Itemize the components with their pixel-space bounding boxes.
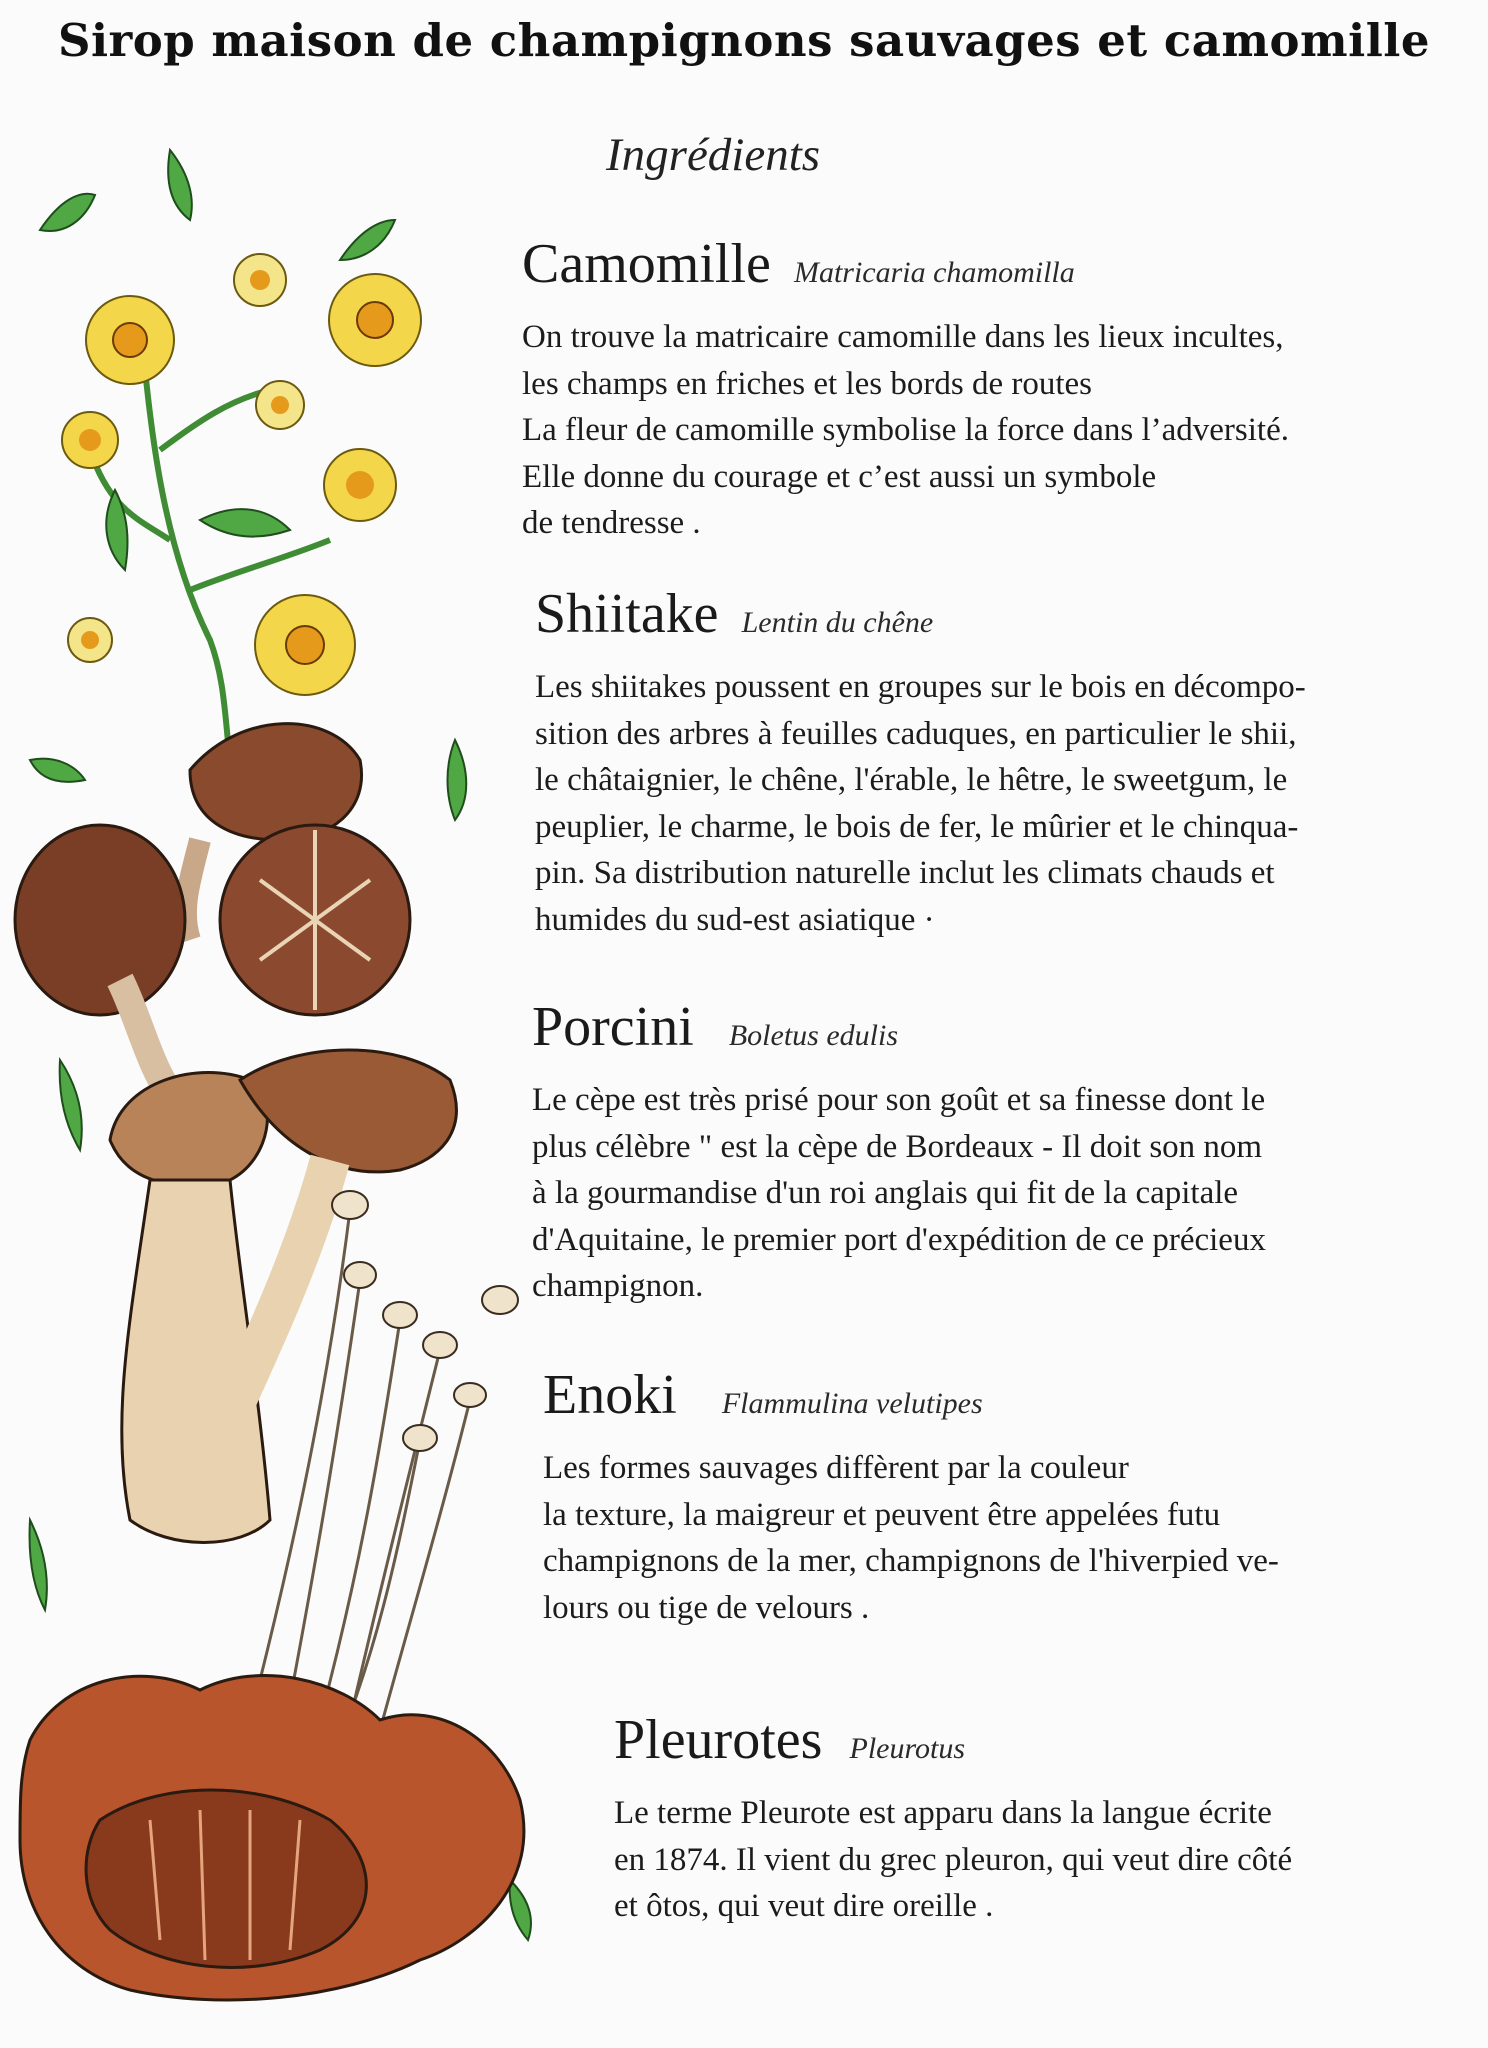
ingredient-name: Porcini: [532, 996, 694, 1058]
description-line: de tendresse .: [522, 505, 701, 541]
ingredient-name: Shiitake: [535, 583, 719, 645]
description-line: Elle donne du courage et c’est aussi un symbole: [522, 458, 1157, 495]
description-line: la texture, la maigreur et peuvent être appelées futu: [543, 1496, 1221, 1533]
description-line: On trouve la matricaire camomille dans les lieux incultes,: [522, 319, 1284, 355]
ingredient-description: [543, 1445, 1279, 1631]
porcini-mushrooms: [110, 1050, 456, 1543]
pleurote-mushrooms: [20, 1676, 524, 2000]
mushroom-chamomile-illustration: [0, 120, 540, 2020]
description-line: Les formes sauvages diffèrent par la couleur: [543, 1450, 1129, 1486]
ingredient-name: Pleurotes: [614, 1709, 823, 1771]
chamomile-flowers: [62, 254, 421, 695]
ingredient-latin-name: Flammulina velutipes: [721, 1387, 983, 1420]
ingredient-description: [522, 314, 1289, 547]
ingredient-camomille: [522, 232, 1289, 547]
ingredient-latin-name: Lentin du chêne: [741, 606, 934, 639]
ingredient-shiitake: [535, 582, 1306, 943]
description-line: Le cèpe est très prisé pour son goût et sa finesse dont le: [532, 1082, 1266, 1118]
description-line: le châtaignier, le chêne, l'érable, le hêtre, le sweetgum, le: [535, 762, 1288, 798]
ingredient-enoki: [543, 1363, 1279, 1631]
description-line: lours ou tige de velours .: [543, 1589, 870, 1626]
page-title: Sirop maison de champignons sauvages et camomille: [57, 14, 1431, 67]
description-line: Les shiitakes poussent en groupes sur le bois en décompo-: [535, 669, 1306, 705]
ingredient-porcini: [532, 995, 1266, 1310]
description-line: sition des arbres à feuilles caduques, en particulier le shii,: [535, 715, 1297, 752]
ingredient-name: Enoki: [543, 1364, 677, 1426]
ingredient-name: Camomille: [522, 233, 771, 295]
description-line: pin. Sa distribution naturelle inclut les climats chauds et: [535, 855, 1275, 891]
description-line: plus célèbre " est la cèpe de Bordeaux - Il doit son nom: [532, 1128, 1263, 1165]
ingredient-latin-name: Matricaria chamomilla: [793, 256, 1075, 289]
description-line: en 1874. Il vient du grec pleuron, qui veut dire côté: [614, 1841, 1293, 1878]
ingredient-description: [614, 1790, 1292, 1930]
ingredient-latin-name: Boletus edulis: [728, 1019, 899, 1052]
ingredient-latin-name: Pleurotus: [849, 1732, 966, 1765]
ingredient-description: [535, 664, 1306, 943]
description-line: d'Aquitaine, le premier port d'expédition de ce précieux: [532, 1221, 1266, 1258]
description-line: peuplier, le charme, le bois de fer, le mûrier et le chinqua-: [535, 808, 1299, 845]
description-line: champignons de la mer, champignons de l'hiverpied ve-: [543, 1543, 1279, 1579]
description-line: les champs en friches et les bords de routes: [522, 365, 1092, 402]
description-line: Le terme Pleurote est apparu dans la langue écrite: [614, 1795, 1272, 1831]
description-line: et ôtos, qui veut dire oreille .: [614, 1888, 994, 1924]
ingredient-pleurotes: [614, 1708, 1292, 1930]
description-line: humides du sud-est asiatique ·: [535, 901, 935, 938]
ingredients-heading: Ingrédients: [606, 129, 821, 181]
description-line: champignon.: [532, 1268, 704, 1304]
description-line: La fleur de camomille symbolise la force dans l’adversité.: [522, 412, 1289, 448]
ingredient-description: [532, 1077, 1266, 1310]
description-line: à la gourmandise d'un roi anglais qui fit de la capitale: [532, 1175, 1239, 1211]
